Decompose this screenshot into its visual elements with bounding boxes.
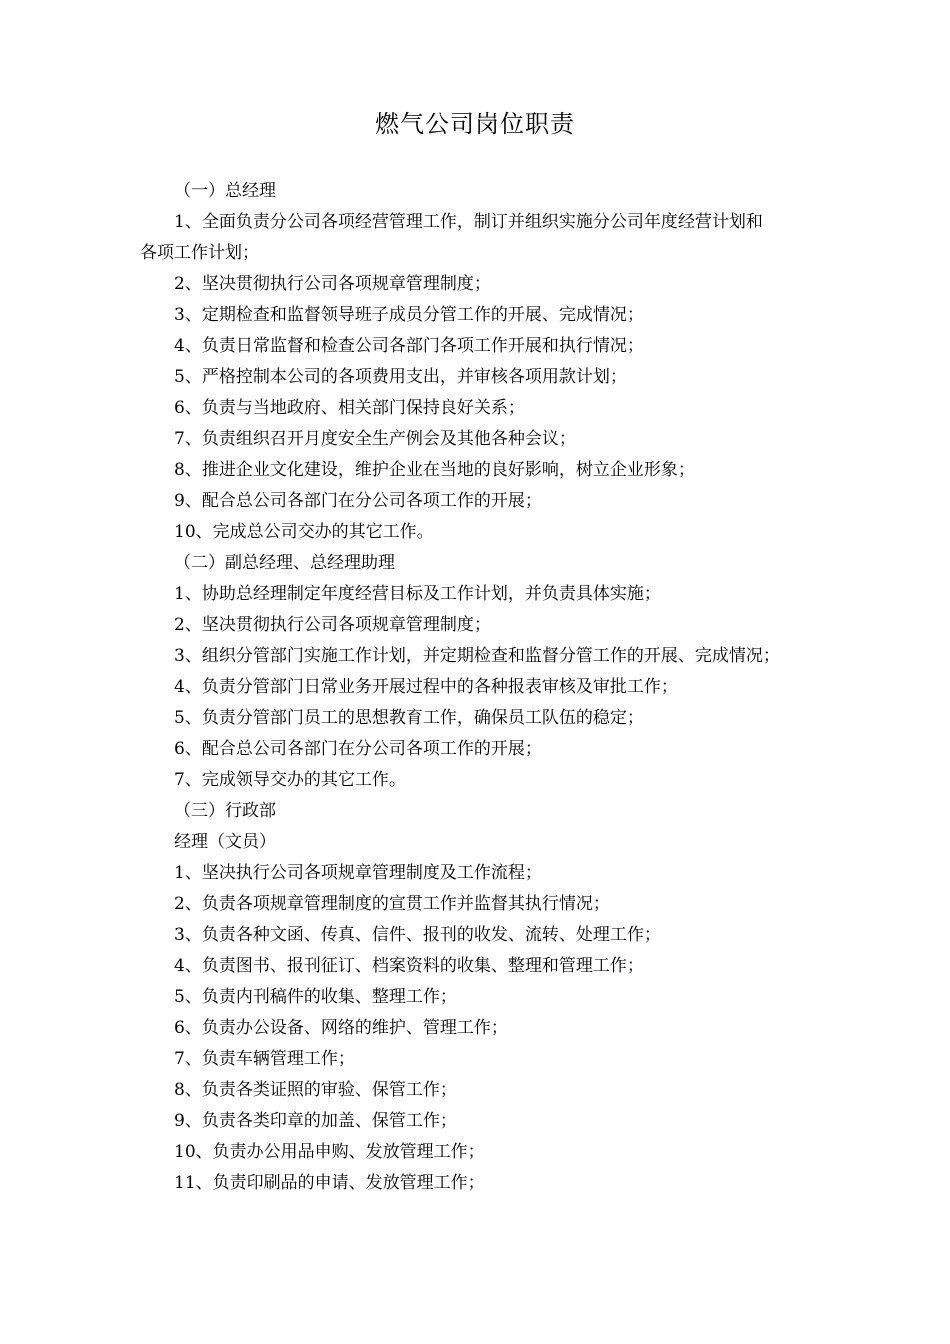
paragraph-line: 3、组织分管部门实施工作计划，并定期检查和监督分管工作的开展、完成情况； bbox=[174, 646, 780, 666]
paragraph-line: 7、负责组织召开月度安全生产例会及其他各种会议； bbox=[174, 429, 576, 449]
paragraph-line: 6、负责办公设备、网络的维护、管理工作； bbox=[174, 1018, 508, 1038]
subsection-heading: 经理（文员） bbox=[174, 832, 276, 852]
paragraph-line: 5、负责分管部门员工的思想教育工作，确保员工队伍的稳定； bbox=[174, 708, 644, 728]
paragraph-line: 8、负责各类证照的审验、保管工作； bbox=[174, 1080, 457, 1100]
paragraph-line: 4、负责日常监督和检查公司各部门各项工作开展和执行情况； bbox=[174, 336, 644, 356]
section-heading: （三）行政部 bbox=[174, 801, 276, 821]
paragraph-line: 2、坚决贯彻执行公司各项规章管理制度； bbox=[174, 615, 491, 635]
paragraph-line: 4、负责分管部门日常业务开展过程中的各种报表审核及审批工作； bbox=[174, 677, 678, 697]
paragraph-line: 各项工作计划； bbox=[140, 243, 259, 263]
paragraph-line: 1、协助总经理制定年度经营目标及工作计划，并负责具体实施； bbox=[174, 584, 661, 604]
section-heading: （一）总经理 bbox=[174, 181, 276, 201]
paragraph-line: 2、负责各项规章管理制度的宣贯工作并监督其执行情况； bbox=[174, 894, 610, 914]
paragraph-line: 3、定期检查和监督领导班子成员分管工作的开展、完成情况； bbox=[174, 305, 644, 325]
paragraph-line: 5、严格控制本公司的各项费用支出，并审核各项用款计划； bbox=[174, 367, 627, 387]
paragraph-line: 10、完成总公司交办的其它工作。 bbox=[174, 522, 434, 542]
paragraph-line: 8、推进企业文化建设，维护企业在当地的良好影响，树立企业形象； bbox=[174, 460, 695, 480]
paragraph-line: 5、负责内刊稿件的收集、整理工作； bbox=[174, 987, 457, 1007]
paragraph-line: 7、负责车辆管理工作； bbox=[174, 1049, 355, 1069]
paragraph-line: 9、配合总公司各部门在分公司各项工作的开展； bbox=[174, 491, 542, 511]
paragraph-line: 9、负责各类印章的加盖、保管工作； bbox=[174, 1111, 457, 1131]
paragraph-line: 11、负责印刷品的申请、发放管理工作； bbox=[174, 1173, 485, 1193]
section-heading: （二）副总经理、总经理助理 bbox=[174, 553, 395, 573]
paragraph-line: 6、负责与当地政府、相关部门保持良好关系； bbox=[174, 398, 525, 418]
paragraph-line: 4、负责图书、报刊征订、档案资料的收集、整理和管理工作； bbox=[174, 956, 644, 976]
document-title: 燃气公司岗位职责 bbox=[375, 110, 575, 138]
paragraph-line: 2、坚决贯彻执行公司各项规章管理制度； bbox=[174, 274, 491, 294]
paragraph-line: 3、负责各种文函、传真、信件、报刊的收发、流转、处理工作； bbox=[174, 925, 661, 945]
paragraph-line: 7、完成领导交办的其它工作。 bbox=[174, 770, 406, 790]
paragraph-line: 10、负责办公用品申购、发放管理工作； bbox=[174, 1142, 485, 1162]
paragraph-line: 1、全面负责分公司各项经营管理工作，制订并组织实施分公司年度经营计划和 bbox=[174, 212, 763, 232]
paragraph-line: 6、配合总公司各部门在分公司各项工作的开展； bbox=[174, 739, 542, 759]
paragraph-line: 1、坚决执行公司各项规章管理制度及工作流程； bbox=[174, 863, 542, 883]
